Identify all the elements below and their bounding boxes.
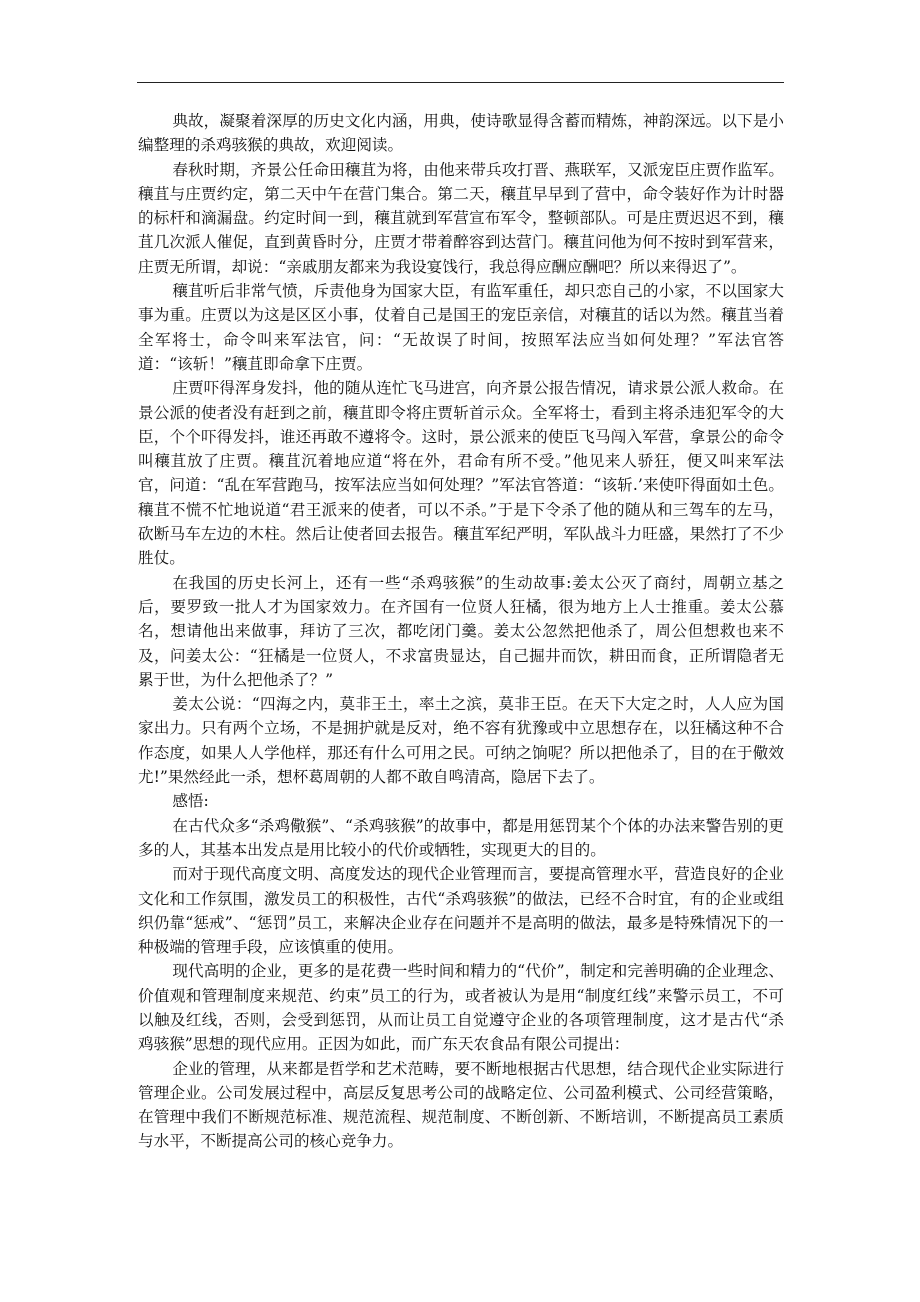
paragraph-reflection-4: 企业的管理，从来都是哲学和艺术范畴，要不断地根据古代思想，结合现代企业实际进行管理企业。公司发展过程中，高层反复思考公司的战略定位、公司盈利模式、公司经营策略，在管理中我们不断规范标准、规范流程、规范制度、不断创新、不断培训，不断提高员工素质与水平，不断提高公司的核心竞争力。 <box>138 1059 784 1151</box>
paragraph-rangju-angry: 穰苴听后非常气愤，斥责他身为国家大臣，有监军重任，却只恋自己的小家，不以国家大事为重。庄贾以为这是区区小事，仗着自己是国王的宠臣亲信，对穰苴的话以为然。穰苴当着全军将士，命令叫来军法官，问：“无故误了时间，按照军法应当如何处理？”军法官答道：“该斩！”穰苴即命拿下庄贾。 <box>138 282 784 373</box>
paragraph-jiang-taigong-reply: 姜太公说：“四海之内，莫非王土，率土之滨，莫非王臣。在天下大定之时，人人应为国家出力。只有两个立场，不是拥护就是反对，绝不容有犹豫或中立思想存在，以狂橘这种不合作态度，如果人人学他样，那还有什么可用之民。可纳之饷呢？所以把他杀了，目的在于儆效尤!”果然经此一杀，想杯葛周朝的人都不敢自鸣清高，隐居下去了。 <box>138 695 784 787</box>
paragraph-zhuangjia-executed: 庄贾吓得浑身发抖，他的随从连忙飞马进宫，向齐景公报告情况，请求景公派人救命。在景公派的使者没有赶到之前，穰苴即令将庄贾斩首示众。全军将士，看到主将杀违犯军令的大臣，个个吓得发抖，谁还再敢不遵将令。这时，景公派来的使臣飞马闯入军营，拿景公的命令叫穰苴放了庄贾。穰苴沉着地应道“将在外，君命有所不受。”他见来人骄狂，便又叫来军法官，问道：“乱在军营跑马，按军法应当如何处理？”军法官答道：“该斩.’来使吓得面如土色。穰苴不慌不忙地说道“君王派来的使者，可以不杀。”于是下令杀了他的随从和三驾车的左马，砍断马车左边的木柱。然后让使者回去报告。穰苴军纪严明，军队战斗力旺盛，果然打了不少胜仗。 <box>138 379 784 568</box>
header-rule <box>137 82 784 83</box>
paragraph-intro: 典故，凝聚着深厚的历史文化内涵，用典，使诗歌显得含蓄而精炼，神韵深远。以下是小编整理的杀鸡骇猴的典故，欢迎阅读。 <box>138 112 784 155</box>
paragraph-story-spring-autumn: 春秋时期，齐景公任命田穰苴为将，由他来带兵攻打晋、燕联军，又派宠臣庄贾作监军。穰苴与庄贾约定，第二天中午在营门集合。第二天，穰苴早早到了营中，命令装好作为计时器的标杆和滴漏盘。约定时间一到，穰苴就到军营宣布军令，整顿部队。可是庄贾迟迟不到，穰苴几次派人催促，直到黄昏时分，庄贾才带着醉容到达营门。穰苴问他为何不按时到军营来，庄贾无所谓，却说：“亲戚朋友都来为我设宴饯行，我总得应酬应酬吧？所以来得迟了”。 <box>138 160 784 276</box>
paragraph-reflection-3: 现代高明的企业，更多的是花费一些时间和精力的“代价”，制定和完善明确的企业理念、价值观和管理制度来规范、约束”员工的行为，或者被认为是用“制度红线”来警示员工，不可以触及红线，否则，会受到惩罚，从而让员工自觉遵守企业的各项管理制度，这才是古代“杀鸡骇猴”思想的现代应用。正因为如此，而广东天农食品有限公司提出： <box>138 962 784 1054</box>
paragraph-reflection-2: 而对于现代高度文明、高度发达的现代企业管理而言，要提高管理水平，营造良好的企业文化和工作氛围，激发员工的积极性，古代“杀鸡骇猴”的做法，已经不合时宜，有的企业或组织仍靠“惩戒”、“惩罚”员工，来解决企业存在问题并不是高明的做法，最多是特殊情况下的一种极端的管理手段，应该慎重的使用。 <box>138 865 784 957</box>
paragraph-reflection-heading: 感悟: <box>172 792 209 811</box>
paragraph-reflection-1: 在古代众多“杀鸡儆猴”、“杀鸡骇猴”的故事中，都是用惩罚某个个体的办法来警告别的更多的人，其基本出发点是用比较小的代价或牺牲，实现更大的目的。 <box>138 816 784 859</box>
document-body <box>138 109 784 1154</box>
paragraph-jiang-taigong-story: 在我国的历史长河上，还有一些“杀鸡骇猴”的生动故事:姜太公灭了商纣，周朝立基之后，要罗致一批人才为国家效力。在齐国有一位贤人狂橘，很为地方上人士推重。姜太公慕名，想请他出来做事，拜访了三次，都吃闭门羹。姜太公忽然把他杀了，周公但想救也来不及，问姜太公：“狂橘是一位贤人，不求富贵显达，自己掘井而饮，耕田而食，正所谓隐者无累于世，为什么把他杀了？” <box>138 573 784 689</box>
